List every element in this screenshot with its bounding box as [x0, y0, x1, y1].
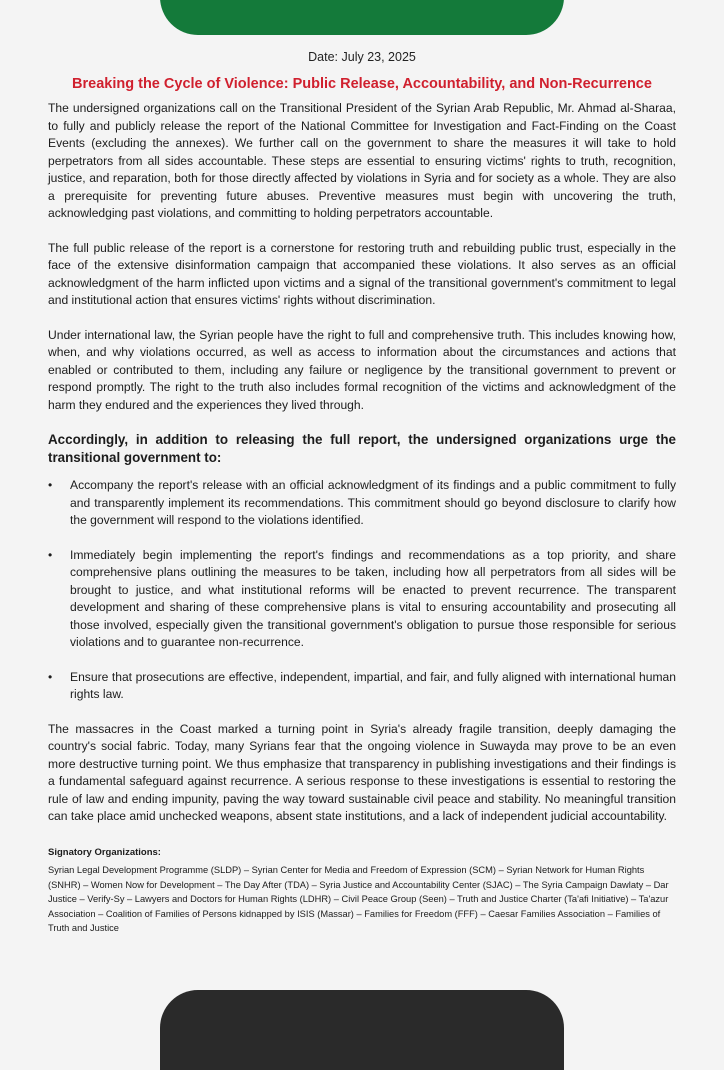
list-item — [48, 547, 676, 652]
closing-paragraph: The massacres in the Coast marked a turning point in Syria's already fragile transition, deeply damaging the country's social fabric. Today, many Syrians fear that the ongoing violence in Suwayda may prove to be an even more destructive turning point. We thus emphasize that transparency in publishing investigations and their findings is a fundamental safeguard against recurrence. A serious response to these investigations is essential to restoring the rule of law and ending impunity, paving the way toward sustainable civil peace and stability. No meaningful transition can take place amid unchecked weapons, absent state institutions, and a lack of independent judicial accountability. — [48, 721, 676, 823]
bullet-icon: • — [48, 669, 53, 684]
document-body — [48, 100, 676, 936]
list-item — [48, 669, 676, 704]
recommendations-heading: Accordingly, in addition to releasing the full report, the undersigned organizations urge the transitional government to: — [48, 432, 676, 465]
signatories-list: Syrian Legal Development Programme (SLDP) – Syrian Center for Media and Freedom of Expression (SCM) – Syrian Network for Human Rights (SNHR) – Women Now for Development – The Day After (TDA) – Syria Justice and Accountability Center (SJAC) – The Syria Campaign Dawlaty – Dar Justice – Verify-Sy – Lawyers and Doctors for Human Rights (LDHR) – Civil Peace Group (Seen) – Truth and Justice Charter (Ta'afi Initiative) – Ta'azur Association – Coalition of Families of Persons kidnapped by ISIS (Massar) – Families for Freedom (FFF) – Caesar Families Association – Families of Truth and Justice — [48, 865, 669, 934]
body-paragraph: The full public release of the report is a cornerstone for restoring truth and rebuilding public trust, especially in the face of the extensive disinformation campaign that accompanied these violations. It also serves as an official acknowledgment of the harm inflicted upon victims and a signal of the transitional government's commitment to legal and institutional action that ensures victims' rights without discrimination. — [48, 240, 676, 307]
bullet-icon: • — [48, 547, 53, 562]
document-date: Date: July 23, 2025 — [308, 50, 416, 64]
list-item — [48, 477, 676, 530]
body-paragraph: Under international law, the Syrian people have the right to full and comprehensive truth. This includes knowing how, when, and why violations occurred, as well as access to information about the circumstances and actions that enabled or contributed to them, including any failure or negligence by the transitional government to prevent or respond promptly. The right to the truth also includes formal recognition of the victims and acknowledgment of the harm they endured and the experiences they lived through. — [48, 327, 676, 412]
signatories-heading: Signatory Organizations: — [48, 846, 161, 858]
bullet-icon: • — [48, 478, 53, 492]
list-item-text: Immediately begin implementing the report's findings and recommendations as a top priority, and share comprehensive plans outlining the measures to be taken, including how all perpetrators from all sides will be brought to justice, and what institutional reforms will be enacted to prevent recurrence. The transparent development and sharing of these comprehensive plans is vital to ensuring accountability and prosecuting all those involved, especially given the transitional government's obligation to pursue those responsible for serious violations and to guarantee non-recurrence. — [70, 547, 676, 649]
list-item-text: Accompany the report's release with an official acknowledgment of its findings and a public commitment to fully and transparently implement its recommendations. This commitment should go beyond disclosure to clarify how the government will respond to the violations identified. — [70, 478, 676, 527]
list-item-text: Ensure that prosecutions are effective, independent, impartial, and fair, and fully aligned with international human rights law. — [70, 669, 676, 701]
recommendations-list — [48, 477, 676, 704]
body-paragraph: The undersigned organizations call on the Transitional President of the Syrian Arab Republic, Mr. Ahmad al-Sharaa, to fully and publicly release the report of the National Committee for Investigation and Fact-Finding on the Coast Events (excluding the annexes). We further call on the government to share the measures it will take to hold perpetrators from all sides accountable. These steps are essential to ensuring victims' rights to truth, recognition, justice, and reparation, both for those directly affected by violations in Syria and for society as a whole. They are also a prerequisite for preventing future abuses. Preventive measures must begin with uncovering the truth, acknowledging past violations, and committing to holding perpetrators accountable. — [48, 101, 676, 220]
header-decoration-band — [160, 0, 564, 35]
document-title: Breaking the Cycle of Violence: Public Release, Accountability, and Non-Recurrence — [72, 76, 652, 92]
footer-decoration-band — [160, 990, 564, 1070]
